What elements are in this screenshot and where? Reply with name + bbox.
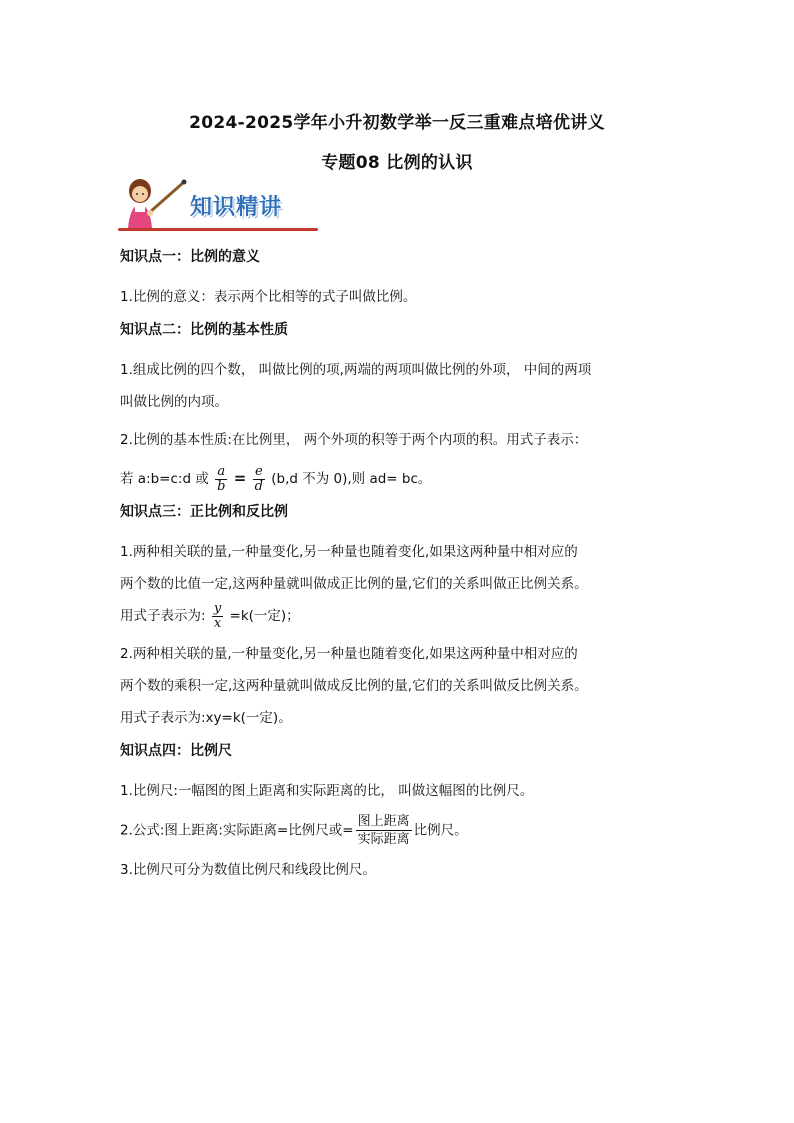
- paragraph: 1.组成比例的四个数， 叫做比例的项,两端的两项叫做比例的外项， 中间的两项: [120, 362, 592, 378]
- formula-text: (b,d 不为 0),则 ad= bc。: [271, 471, 432, 487]
- paragraph: 3.比例尺可分为数值比例尺和线段比例尺。: [120, 862, 376, 878]
- document-title: 2024-2025学年小升初数学举一反三重难点培优讲义: [189, 113, 605, 133]
- section-heading-1: 知识点一：比例的意义: [120, 249, 260, 265]
- teacher-illustration-icon: [118, 176, 190, 232]
- section-heading-3: 知识点三：正比例和反比例: [120, 504, 288, 520]
- fraction-denominator: x: [213, 615, 222, 631]
- fraction-y-over-x: [212, 602, 223, 631]
- formula-text: =k(一定)；: [229, 608, 300, 624]
- formula-text: 2.公式:图上距离:实际距离=比例尺或=: [120, 822, 354, 839]
- formula-line: [120, 813, 680, 848]
- fraction-a-over-b: [215, 465, 227, 494]
- paragraph: 用式子表示为:xy=k(一定)。: [120, 710, 292, 726]
- paragraph: 1.两种相关联的量,一种量变化,另一种量也随着变化,如果这两种量中相对应的: [120, 544, 578, 560]
- banner-underline: [118, 228, 318, 231]
- fraction-numerator: 图上距离: [357, 814, 410, 829]
- section-heading-2: 知识点二：比例的基本性质: [120, 322, 288, 338]
- formula-text: 用式子表示为:: [120, 608, 206, 624]
- content-body: [120, 246, 680, 892]
- fraction-numerator: y: [213, 600, 222, 616]
- fraction-denominator: d: [254, 478, 263, 494]
- paragraph: 两个数的乘积一定,这两种量就叫做成反比例的量,它们的关系叫做反比例关系。: [120, 678, 588, 694]
- equals-sign: =: [233, 469, 247, 487]
- banner-label: 知识精讲: [190, 195, 283, 220]
- fraction-denominator: 实际距离: [357, 832, 410, 847]
- paragraph: 1.比例尺:一幅图的图上距离和实际距离的比， 叫做这幅图的比例尺。: [120, 783, 534, 799]
- fraction-e-over-d: [253, 465, 265, 494]
- paragraph: 2.比例的基本性质:在比例里， 两个外项的积等于两个内项的积。用式子表示：: [120, 432, 588, 448]
- paragraph: 叫做比例的内项。: [120, 394, 228, 410]
- fraction-numerator: e: [254, 463, 263, 479]
- paragraph: 2.两种相关联的量,一种量变化,另一种量也随着变化,如果这两种量中相对应的: [120, 646, 578, 662]
- section-banner: [118, 176, 318, 236]
- fraction-scale: [356, 813, 412, 848]
- paragraph: 两个数的比值一定,这两种量就叫做成正比例的量,它们的关系叫做正比例关系。: [120, 576, 588, 592]
- formula-line: [120, 600, 680, 632]
- formula-line: [120, 462, 680, 495]
- section-heading-4: 知识点四：比例尺: [120, 743, 232, 759]
- document-subtitle: 专题08 比例的认识: [321, 153, 473, 173]
- formula-text: 若 a:b=c:d 或: [120, 471, 209, 487]
- formula-text: 比例尺。: [413, 822, 468, 839]
- paragraph: 1.比例的意义：表示两个比相等的式子叫做比例。: [120, 289, 417, 305]
- fraction-denominator: b: [217, 478, 226, 494]
- fraction-numerator: a: [217, 463, 226, 479]
